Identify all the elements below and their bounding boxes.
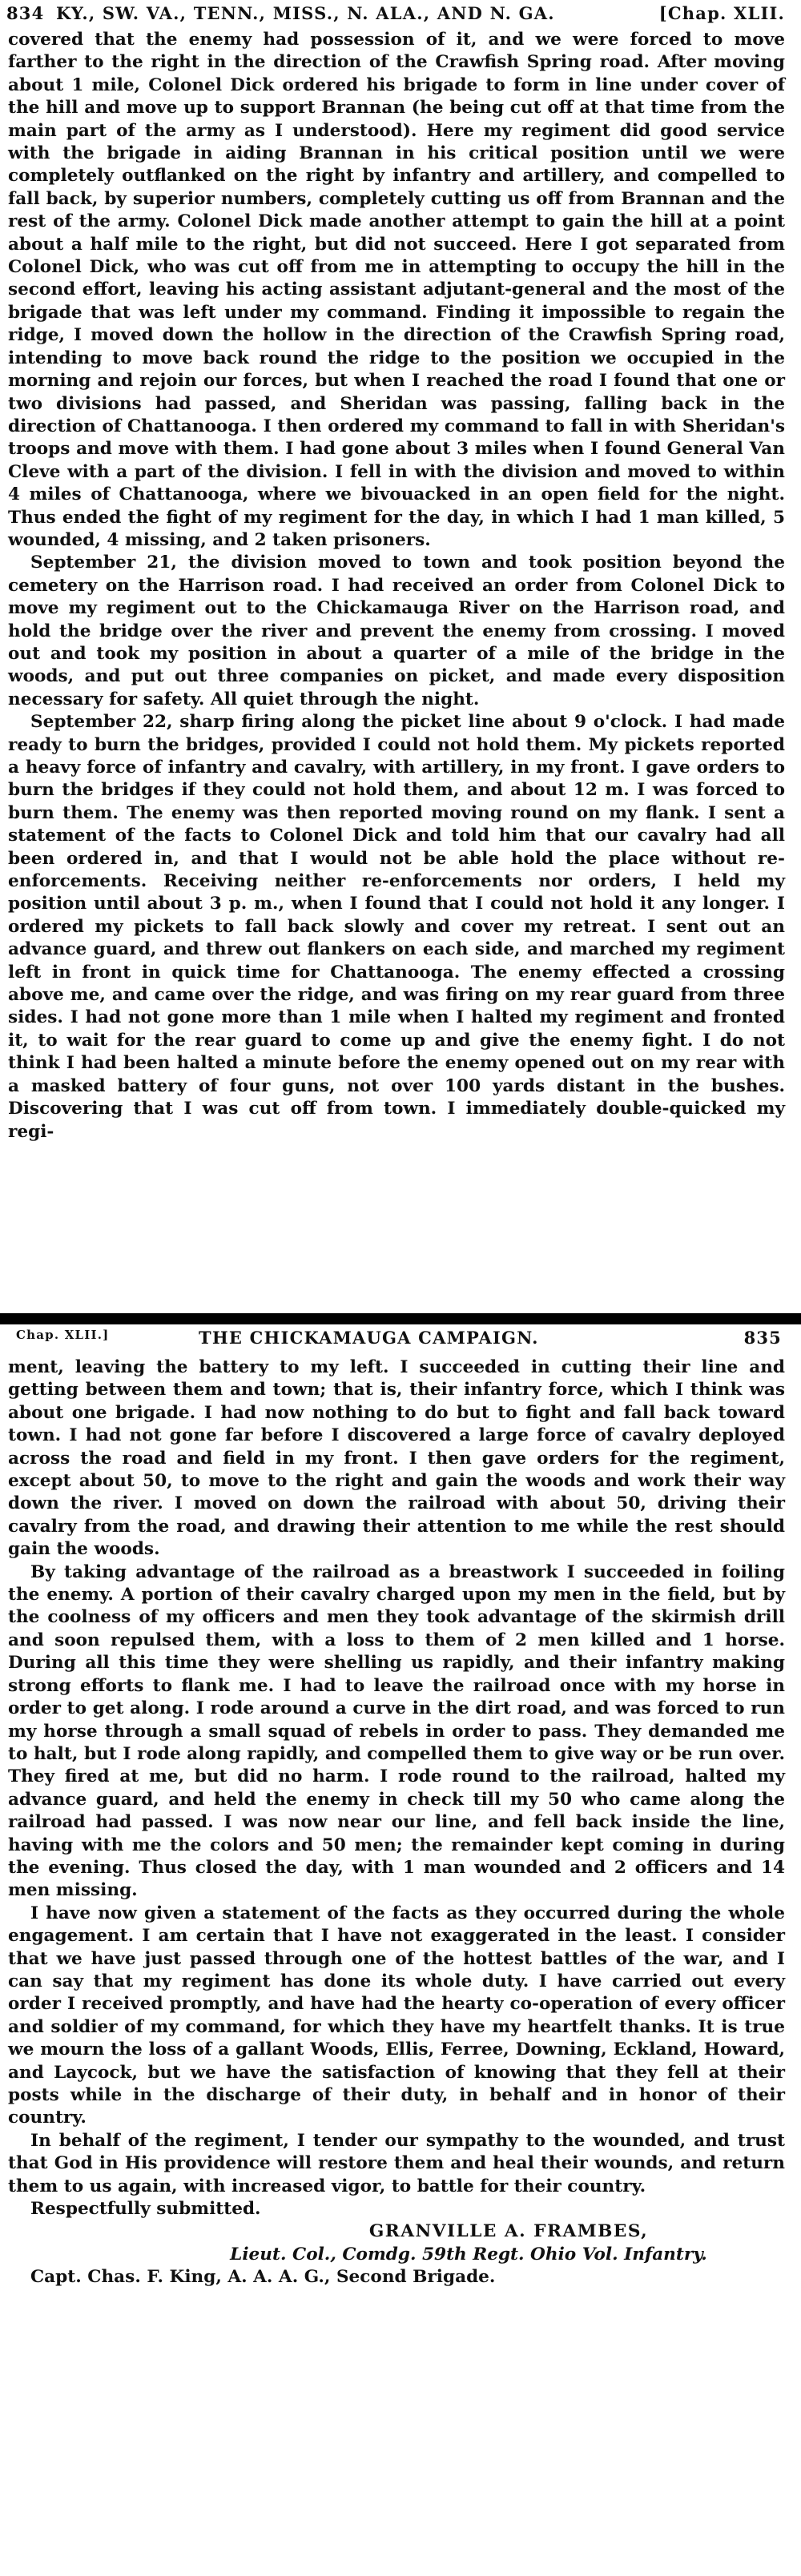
page-header: [6, 1324, 795, 1352]
running-head: THE CHICKAMAUGA CAMPAIGN.: [199, 1328, 539, 1348]
page-body: [8, 29, 785, 1143]
chapter-label: [Chap. XLII.: [658, 3, 785, 23]
page-header: [6, 0, 795, 27]
running-head: KY., SW. VA., TENN., MISS., N. ALA., AND N. GA.: [56, 3, 555, 23]
paragraph: September 21, the division moved to town and took position beyond the cemetery on the Harrison road. I had received an order from Colonel Dick to move my regiment out to the Chickamauga River on the Harrison road, and hold the bridge over the river and prevent the enemy from crossing. I moved out and took my position in about a quarter of a mile of the bridge in the woods, and put out three companies on picket, and made every disposition necessary for safety. All quiet through the night.: [8, 553, 785, 709]
page-number: 834: [6, 3, 45, 23]
chapter-label: Chap. XLII.]: [16, 1328, 110, 1342]
paragraph: In behalf of the regiment, I tender our sympathy to the wounded, and trust that God in His providence will restore them and heal their wounds, and return them to us again, with increased vigor, to battle for their country.: [8, 2130, 785, 2196]
paragraph: ment, leaving the battery to my left. I succeeded in cutting their line and getting between them and town; that is, their infantry force, which I think was about one brigade. I had now nothing to do but to fight and fall back toward town. I had not gone far before I discovered a large force of cavalry deployed across the road and field in my front. I then gave orders for the regiment, except about 50, to move to the right and gain the woods and work their way down the river. I moved on down the railroad with about 50, driving their cavalry from the road, and drawing their attention to me while the rest should gain the woods.: [8, 1357, 785, 1560]
page-divider: [0, 1313, 801, 1324]
page-number: 835: [743, 1328, 782, 1348]
page-835: [0, 1324, 801, 2576]
paragraph: covered that the enemy had possession of it, and we were forced to move farther to the right in the direction of the Crawfish Spring road. After moving about 1 mile, Colonel Dick ordered his brigade to form in line under cover of the hill and move up to support Brannan (he being cut off at that time from the main part of the army as I understood). Here my regiment did good service with the brigade in aiding Brannan in his critical position until we were completely outflanked on the right by infantry and artillery, and compelled to fall back, by superior numbers, completely cutting us off from Brannan and the rest of the army. Colonel Dick made another attempt to gain the hill at a point about a half mile to the right, but did not succeed. Here I got separated from Colonel Dick, who was cut off from me in attempting to occupy the hill in the second effort, leaving his acting assistant adjutant-general and the most of the brigade that was left under my command. Finding it impossible to regain the ridge, I moved down the hollow in the direction of the Crawfish Spring road, intending to move back round the ridge to the position we occupied in the morning and rejoin our forces, but when I reached the road I found that one or two divisions had passed, and Sheridan was passing, falling back in the direction of Chattanooga. I then ordered my command to fall in with Sheridan's troops and move with them. I had gone about 3 miles when I found General Van Cleve with a part of the division. I fell in with the division and moved to within 4 miles of Chattanooga, where we bivouacked in an open field for the night. Thus ended the fight of my regiment for the day, in which I had 1 man killed, 5 wounded, 4 missing, and 2 taken prisoners.: [8, 30, 785, 550]
signature-name: GRANVILLE A. FRAMBES,: [368, 2221, 649, 2242]
addressee: Capt. Chas. F. King, A. A. A. G., Second Brigade.: [30, 2267, 496, 2288]
paragraph: I have now given a statement of the facts as they occurred during the whole engagement. I am certain that I have not exaggerated in the least. I consider that we have just passed through one of the hottest battles of the war, and I can say that my regiment has done its whole duty. I have carried out every order I received promptly, and have had the hearty co-operation of every officer and soldier of my command, for which they have my heartfelt thanks. It is true we mourn the loss of a gallant Woods, Ellis, Ferree, Downing, Eckland, Howard, and Laycock, but we have the satisfaction of knowing that they fell at their posts while in the discharge of their duty, in behalf and in honor of their country.: [8, 1903, 785, 2128]
page-body: [8, 1356, 785, 2289]
closing: Respectfully submitted.: [30, 2199, 261, 2220]
signature-title: Lieut. Col., Comdg. 59th Regt. Ohio Vol. Infantry.: [230, 2244, 707, 2265]
paragraph: By taking advantage of the railroad as a breastwork I succeeded in foiling the enemy. A portion of their cavalry charged upon my men in the field, but by the coolness of my officers and men they took advantage of the skirmish drill and soon repulsed them, with a loss to them of 2 men killed and 1 horse. During all this time they were shelling us rapidly, and their infantry making strong efforts to flank me. I had to leave the railroad once with my horse in order to get along. I rode around a curve in the dirt road, and was forced to run my horse through a small squad of rebels in order to pass. They demanded me to halt, but I rode along rapidly, and compelled them to give way or be run over. They fired at me, but did no harm. I rode round to the railroad, halted my advance guard, and held the enemy in check till my 50 who came along the railroad had passed. I was now near our line, and fell back inside the line, having with me the colors and 50 men; the remainder kept coming in during the evening. Thus closed the day, with 1 man wounded and 2 officers and 14 men missing.: [8, 1561, 785, 1901]
paragraph: September 22, sharp firing along the picket line about 9 o'clock. I had made ready to burn the bridges, provided I could not hold them. My pickets reported a heavy force of infantry and cavalry, with artillery, in my front. I gave orders to burn the bridges if they could not hold them, and about 12 m. I was forced to burn them. The enemy was then reported moving round on my flank. I sent a statement of the facts to Colonel Dick and told him that our cavalry had all been ordered in, and that I would not be able hold the place without re-enforcements. Receiving neither re-enforcements nor orders, I held my position until about 3 p. m., when I found that I could not hold it any longer. I ordered my pickets to fall back slowly and cover my retreat. I sent out an advance guard, and threw out flankers on each side, and marched my regiment left in front in quick time for Chattanooga. The enemy effected a crossing above me, and came over the ridge, and was firing on my rear guard from three sides. I had not gone more than 1 mile when I halted my regiment and fronted it, to wait for the rear guard to come up and give the enemy fight. I do not think I had been halted a minute before the enemy opened out on my rear with a masked battery of four guns, not over 100 yards distant in the bushes. Discovering that I was cut off from town. I immediately double-quicked my regi-: [8, 712, 785, 1142]
